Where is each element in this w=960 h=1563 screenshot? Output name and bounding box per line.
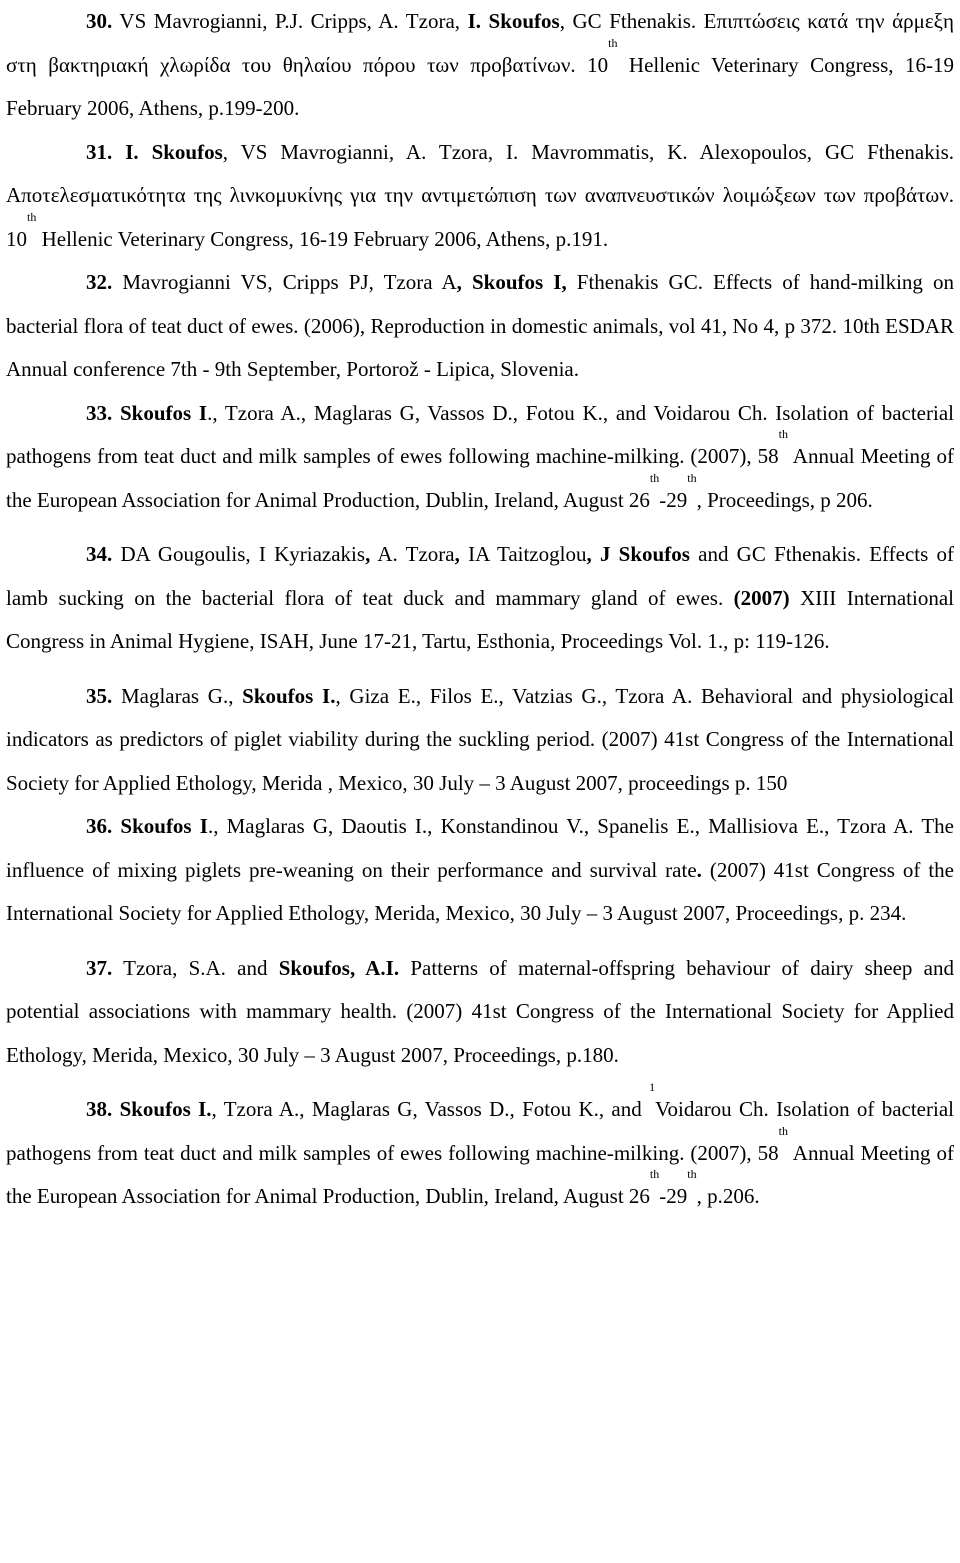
reference-text: Skoufos I., Maglaras G, Daoutis I., Konstandinou V., Spanelis E., Mallisiova E., Tzora A. The influence of mixing piglets pre-weaning on their performance and survival rate. (2007) 41st Congress of the International Society for Applied Ethology, Merida, Mexico, 30 July – 3 August 2007, Proceedings, p. 234. <box>6 814 954 925</box>
reference-list <box>6 0 954 1219</box>
reference-text: Tzora, S.A. and Skoufos, A.I. Patterns of maternal-offspring behaviour of dairy sheep and potential associations with mammary health. (2007) 41st Congress of the International Society for Applied Ethology, Merida, Mexico, 30 July – 3 August 2007, Proceedings, p.180. <box>6 955 954 1067</box>
reference-entry <box>6 131 954 262</box>
reference-number: 36. <box>86 814 113 838</box>
reference-text: Skoufos I., Tzora A., Maglaras G, Vassos D., Fotou K., and $^1$Voidarou Ch. Isolation of bacterial pathogens from teat duct and milk samples of ewes following machine-milking. (2007), 58th Annual Meeting of the European Association for Animal Production, Dublin, Ireland, August 26th-29th, p.206. <box>6 1080 955 1208</box>
reference-text: DA Gougoulis, I Kyriazakis, A. Tzora, IA Taitzoglou, J Skoufos and GC Fthenakis. Effects of lamb sucking on the bacterial flora of teat duck and mammary gland of ewes. (2007) XIII International Congress in Animal Hygiene, ISAH, June 17-21, Tartu, Esthonia, Proceedings Vol. 1., p: 119-126. <box>6 542 955 653</box>
reference-number: 35. <box>86 683 113 708</box>
spacer <box>6 1077 954 1088</box>
reference-number: 30. <box>86 9 113 33</box>
reference-number: 31. <box>86 139 113 164</box>
reference-entry <box>6 675 954 806</box>
reference-text: Skoufos I., Tzora A., Maglaras G, Vassos D., Fotou K., and Voidarou Ch. Isolation of bacterial pathogens from teat duct and milk samples of ewes following machine-milking. (2007), 58th Annual Meeting of the European Association for Animal Production, Dublin, Ireland, August 26th-29th, Proceedings, p 206. <box>6 400 955 512</box>
reference-number: 32. <box>86 270 113 294</box>
spacer <box>6 522 954 533</box>
reference-number: 34. <box>86 542 113 566</box>
reference-text: VS Mavrogianni, P.J. Cripps, A. Tzora, I. Skoufos, GC Fthenakis. Επιπτώσεις κατά την άρμεξη στη βακτηριακή χλωρίδα του θηλαίου πόρου των προβατίνων. 10th Hellenic Veterinary Congress, 16-19 February 2006, Athens, p.199-200. <box>6 9 954 120</box>
reference-text: Mavrogianni VS, Cripps PJ, Tzora A, Skoufos I, Fthenakis GC. Effects of hand-milking on bacterial flora of teat duct of ewes. (2006), Reproduction in domestic animals, vol 41, No 4, p 372. 10th ESDAR Annual conference 7th - 9th September, Portorož - Lipica, Slovenia. <box>6 270 955 381</box>
reference-entry <box>6 1080 955 1219</box>
reference-entry <box>6 392 954 523</box>
reference-number: 37. <box>86 955 113 980</box>
reference-entry <box>6 947 954 1078</box>
spacer <box>6 936 954 947</box>
reference-text: Maglaras G., Skoufos I., Giza E., Filos E., Vatzias G., Tzora A. Behavioral and physiological indicators as predictors of piglet viability during the suckling period. (2007) 41st Congress of the International Society for Applied Ethology, Merida , Mexico, 30 July – 3 August 2007, proceedings p. 150 <box>6 683 954 795</box>
reference-text: I. Skoufos, VS Mavrogianni, A. Tzora, I. Mavrommatis, K. Alexopoulos, GC Fthenakis. Αποτελεσματικότητα της λινκομυκίνης για την αντιμετώπιση των αναπνευστικών λοιμώξεων των προβάτων. 10th Hellenic Veterinary Congress, 16-19 February 2006, Athens, p.191. <box>6 139 954 251</box>
reference-entry <box>6 0 954 131</box>
reference-number: 38. <box>86 1097 113 1121</box>
reference-entry <box>6 261 954 392</box>
reference-number: 33. <box>86 400 113 425</box>
spacer <box>6 664 954 675</box>
reference-entry <box>6 805 954 936</box>
reference-entry <box>6 533 954 664</box>
